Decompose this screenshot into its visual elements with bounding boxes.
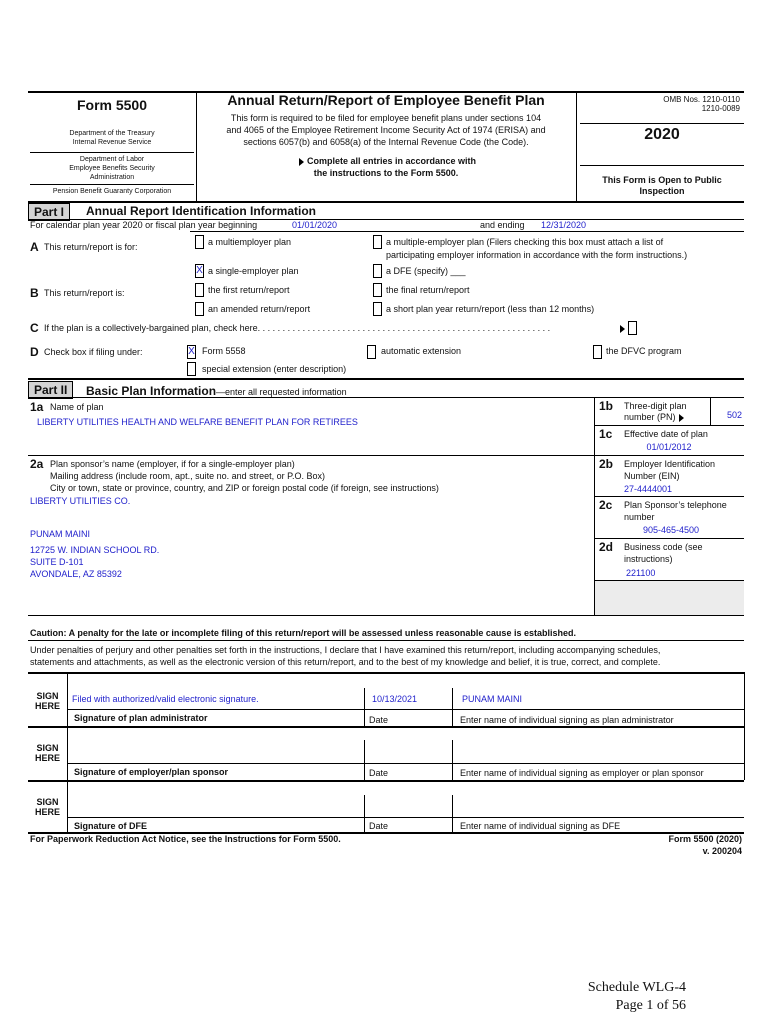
sign-here-2: SIGN HERE (34, 743, 60, 763)
main-title: Annual Return/Report of Employee Benefit Plan (227, 92, 545, 108)
short-year-label: a short plan year return/report (less than 12 months) (386, 304, 595, 314)
year-top-line (580, 123, 744, 124)
public-inspection-1: This Form is Open to Public (602, 175, 722, 185)
desc-line-1: This form is required to be filed for employee benefit plans under sections 104 (230, 113, 542, 123)
amended-return-label: an amended return/report (208, 304, 311, 314)
part1-title: Annual Report Identification Information (86, 204, 316, 218)
omb-number-2: 1210-0089 (701, 104, 740, 113)
sig-employer-date-label: Date (369, 768, 389, 778)
line-1b-bottom (594, 425, 744, 426)
line-a-letter: A (30, 240, 39, 254)
line-1b-number: 1b (599, 399, 614, 413)
final-return-label: the final return/report (386, 285, 470, 295)
sig-date-divider-1 (364, 688, 365, 726)
sig-name-divider-3 (452, 795, 453, 834)
collectively-bargained-checkbox[interactable] (628, 321, 637, 335)
ebsa-label-2: Administration (89, 174, 135, 181)
sig-name-divider-2 (452, 740, 453, 780)
dfe-label: a DFE (specify) ___ (386, 266, 466, 276)
sig-line-1 (67, 709, 744, 710)
form-year: 2020 (644, 126, 680, 143)
address-line-2[interactable]: SUITE D-101 (30, 557, 84, 567)
agency-divider (30, 152, 194, 153)
line-a-text: This return/report is for: (44, 242, 138, 252)
perjury-line-2: statements and attachments, as well as the electronic version of this return/report, and to the best of my knowledge and belief, it is true, correct, and complete. (30, 657, 661, 667)
ebsa-label: Employee Benefits Security (69, 165, 155, 172)
sig-admin-name-label: Enter name of individual signing as plan administrator (460, 715, 674, 725)
form-5558-checkbox[interactable]: X (188, 346, 195, 357)
line-2d-label-2: instructions) (624, 554, 673, 564)
automatic-extension-checkbox[interactable] (367, 345, 376, 359)
line-2a-label-3: City or town, state or province, country, and ZIP or foreign postal code (if foreign, see instructions) (50, 483, 439, 493)
address-line-3[interactable]: AVONDALE, AZ 85392 (30, 569, 122, 579)
public-inspection-2: Inspection (639, 186, 685, 196)
labor-label: Department of Labor (79, 156, 145, 163)
arrow-right-icon (620, 325, 625, 333)
admin-name-value[interactable]: PUNAM MAINI (462, 694, 523, 704)
part2-bottom (28, 615, 744, 616)
line-2a-label-2: Mailing address (include room, apt., suite no. and street, or P.O. Box) (50, 471, 325, 481)
sig-admin-label: Signature of plan administrator (74, 713, 208, 723)
line-1a-number: 1a (30, 400, 44, 414)
sig-row-2-bottom (28, 780, 744, 782)
sig-dfe-name-label: Enter name of individual signing as DFE (460, 821, 621, 831)
desc-line-2: and 4065 of the Employee Retirement Income Security Act of 1974 (ERISA) and (226, 125, 546, 135)
complete-line-2: the instructions to the Form 5500. (313, 168, 459, 178)
line-2a-number: 2a (30, 457, 44, 471)
line-2d-number: 2d (599, 540, 614, 554)
multiple-employer-label-1: a multiple-employer plan (Filers checking this box must attach a list of (386, 237, 664, 247)
desc-line-3: sections 6057(b) and 6058(a) of the Internal Revenue Code (the Code). (243, 137, 529, 147)
sig-date-divider-3 (364, 795, 365, 834)
single-employer-label: a single-employer plan (208, 266, 299, 276)
line-2c-number: 2c (599, 498, 613, 512)
line-c-letter: C (30, 321, 39, 335)
header-divider-right (576, 91, 577, 201)
multiple-employer-label-2: participating employer information in accordance with the form instructions.) (386, 250, 688, 260)
schedule-label: Schedule WLG-4 (587, 980, 686, 995)
sig-admin-date-label: Date (369, 715, 389, 725)
sign-right-border (744, 672, 745, 726)
line-2b-label-1: Employer Identification (624, 459, 716, 469)
line-2c-label-1: Plan Sponsor’s telephone (624, 500, 727, 510)
part2-title: Basic Plan Information—enter all requested information (86, 384, 347, 398)
line-b-letter: B (30, 286, 39, 300)
line-c-text: If the plan is a collectively-bargained plan, check here. . . . . . . . . . . . . . . . . . . . . . . . . . . . . . . . . . . . . . . . . . . . . . . . . . . . . . . . . . . (44, 323, 551, 333)
line-2c-label-2: number (624, 512, 655, 522)
year-bottom-line (580, 165, 744, 166)
sig-name-divider-1 (452, 688, 453, 726)
signature-top-border (28, 672, 744, 674)
effective-date-value[interactable]: 01/01/2012 (646, 442, 692, 452)
arrow-right-icon (299, 158, 304, 166)
multiemployer-checkbox[interactable] (195, 235, 204, 249)
business-code-value[interactable]: 221100 (626, 568, 656, 578)
phone-value[interactable]: 905-465-4500 (643, 525, 700, 535)
first-return-checkbox[interactable] (195, 283, 204, 297)
dfe-specify-blank[interactable]: ___ (450, 266, 466, 276)
admin-signature-date[interactable]: 10/13/2021 (372, 694, 418, 704)
contact-name-value[interactable]: PUNAM MAINI (30, 529, 91, 539)
sig-row-1-bottom (28, 726, 744, 728)
line-d-letter: D (30, 345, 39, 359)
line-2a-label-1: Plan sponsor’s name (employer, if for a single-employer plan) (50, 459, 295, 469)
page-number: Page 1 of 56 (615, 998, 686, 1013)
treasury-label: Department of the Treasury (69, 130, 155, 137)
address-line-1[interactable]: 12725 W. INDIAN SCHOOL RD. (30, 545, 160, 555)
line-1b-label-2: number (PN) (624, 412, 687, 422)
caution-text: Caution: A penalty for the late or incomplete filing of this return/report will be assessed unless reasonable cause is established. (30, 628, 576, 638)
line-1a-label: Name of plan (50, 402, 104, 412)
line-2d-label-1: Business code (see (624, 542, 703, 552)
omb-number-1: OMB Nos. 1210-0110 (663, 95, 740, 104)
single-employer-checkbox[interactable]: X (196, 265, 203, 276)
sign-here-3: SIGN HERE (34, 797, 60, 817)
amended-return-checkbox[interactable] (195, 302, 204, 316)
special-extension-checkbox[interactable] (187, 362, 196, 376)
form-title: Form 5500 (76, 97, 148, 113)
sign-right-border-2 (744, 726, 745, 780)
sig-date-divider-2 (364, 740, 365, 780)
form-id-footer: Form 5500 (2020) (668, 834, 742, 844)
sig-line-2 (67, 763, 744, 764)
arrow-right-icon (679, 414, 684, 422)
shaded-box (595, 581, 744, 615)
part2-label: Part II (28, 381, 73, 399)
line-2b-label-2: Number (EIN) (624, 471, 680, 481)
sig-dfe-label: Signature of DFE (74, 821, 148, 831)
line-2b-number: 2b (599, 457, 614, 471)
end-date[interactable]: 12/31/2020 (541, 220, 587, 230)
line-b-text: This return/report is: (44, 288, 125, 298)
sig-dfe-date-label: Date (369, 821, 389, 831)
dfvc-checkbox[interactable] (593, 345, 602, 359)
irs-label: Internal Revenue Service (72, 139, 152, 146)
part1-top-border (28, 201, 744, 203)
caution-line (28, 640, 744, 641)
automatic-extension-label: automatic extension (381, 346, 462, 356)
sponsor-name-value[interactable]: LIBERTY UTILITIES CO. (30, 496, 131, 506)
special-extension-label: special extension (enter description) (202, 364, 347, 374)
electronic-signature-value[interactable]: Filed with authorized/valid electronic signature. (72, 694, 259, 704)
ein-value[interactable]: 27-4444001 (624, 484, 673, 494)
line-d-text: Check box if filing under: (44, 347, 143, 357)
plan-name-value[interactable]: LIBERTY UTILITIES HEALTH AND WELFARE BENEFIT PLAN FOR RETIREES (37, 417, 358, 427)
part2-top-border (28, 378, 744, 380)
sig-employer-label: Signature of employer/plan sponsor (74, 767, 229, 777)
multiemployer-label: a multiemployer plan (208, 237, 292, 247)
line-1c-label: Effective date of plan (624, 429, 708, 439)
part2-header-line (28, 397, 744, 398)
and-ending-label: and ending (480, 220, 525, 230)
pn-box-divider (710, 397, 711, 425)
first-return-label: the first return/report (208, 285, 290, 295)
line-2c-bottom (594, 538, 744, 539)
begin-date[interactable]: 01/01/2020 (292, 220, 338, 230)
perjury-line-1: Under penalties of perjury and other penalties set forth in the instructions, I declare that I have examined this return/report, including accompanying schedules, (30, 645, 661, 655)
sign-column-divider (67, 672, 68, 834)
form-5558-label: Form 5558 (202, 346, 246, 356)
multiple-employer-checkbox[interactable] (373, 235, 382, 249)
dates-underline (190, 231, 744, 232)
sig-employer-name-label: Enter name of individual signing as employer or plan sponsor (460, 768, 704, 778)
pbgc-label: Pension Benefit Guaranty Corporation (52, 188, 172, 195)
line-1b-label-1: Three-digit plan (624, 401, 687, 411)
version-footer: v. 200204 (702, 846, 742, 856)
calendar-text: For calendar plan year 2020 or fiscal plan year beginning (30, 220, 258, 230)
line-1-bottom (28, 455, 744, 456)
final-return-checkbox[interactable] (373, 283, 382, 297)
complete-line-1: Complete all entries in accordance with (196, 156, 576, 166)
line-1c-number: 1c (599, 427, 613, 441)
sign-here-1: SIGN HERE (34, 691, 60, 711)
short-year-checkbox[interactable] (373, 302, 382, 316)
dfvc-label: the DFVC program (606, 346, 682, 356)
agency-divider-2 (30, 184, 194, 185)
plan-number-value[interactable]: 502 (726, 410, 742, 420)
paperwork-notice: For Paperwork Reduction Act Notice, see the Instructions for Form 5500. (30, 834, 341, 844)
dfe-checkbox[interactable] (373, 264, 382, 278)
sig-line-3 (67, 817, 744, 818)
line-2b-bottom (594, 496, 744, 497)
part1-label: Part I (28, 203, 70, 221)
